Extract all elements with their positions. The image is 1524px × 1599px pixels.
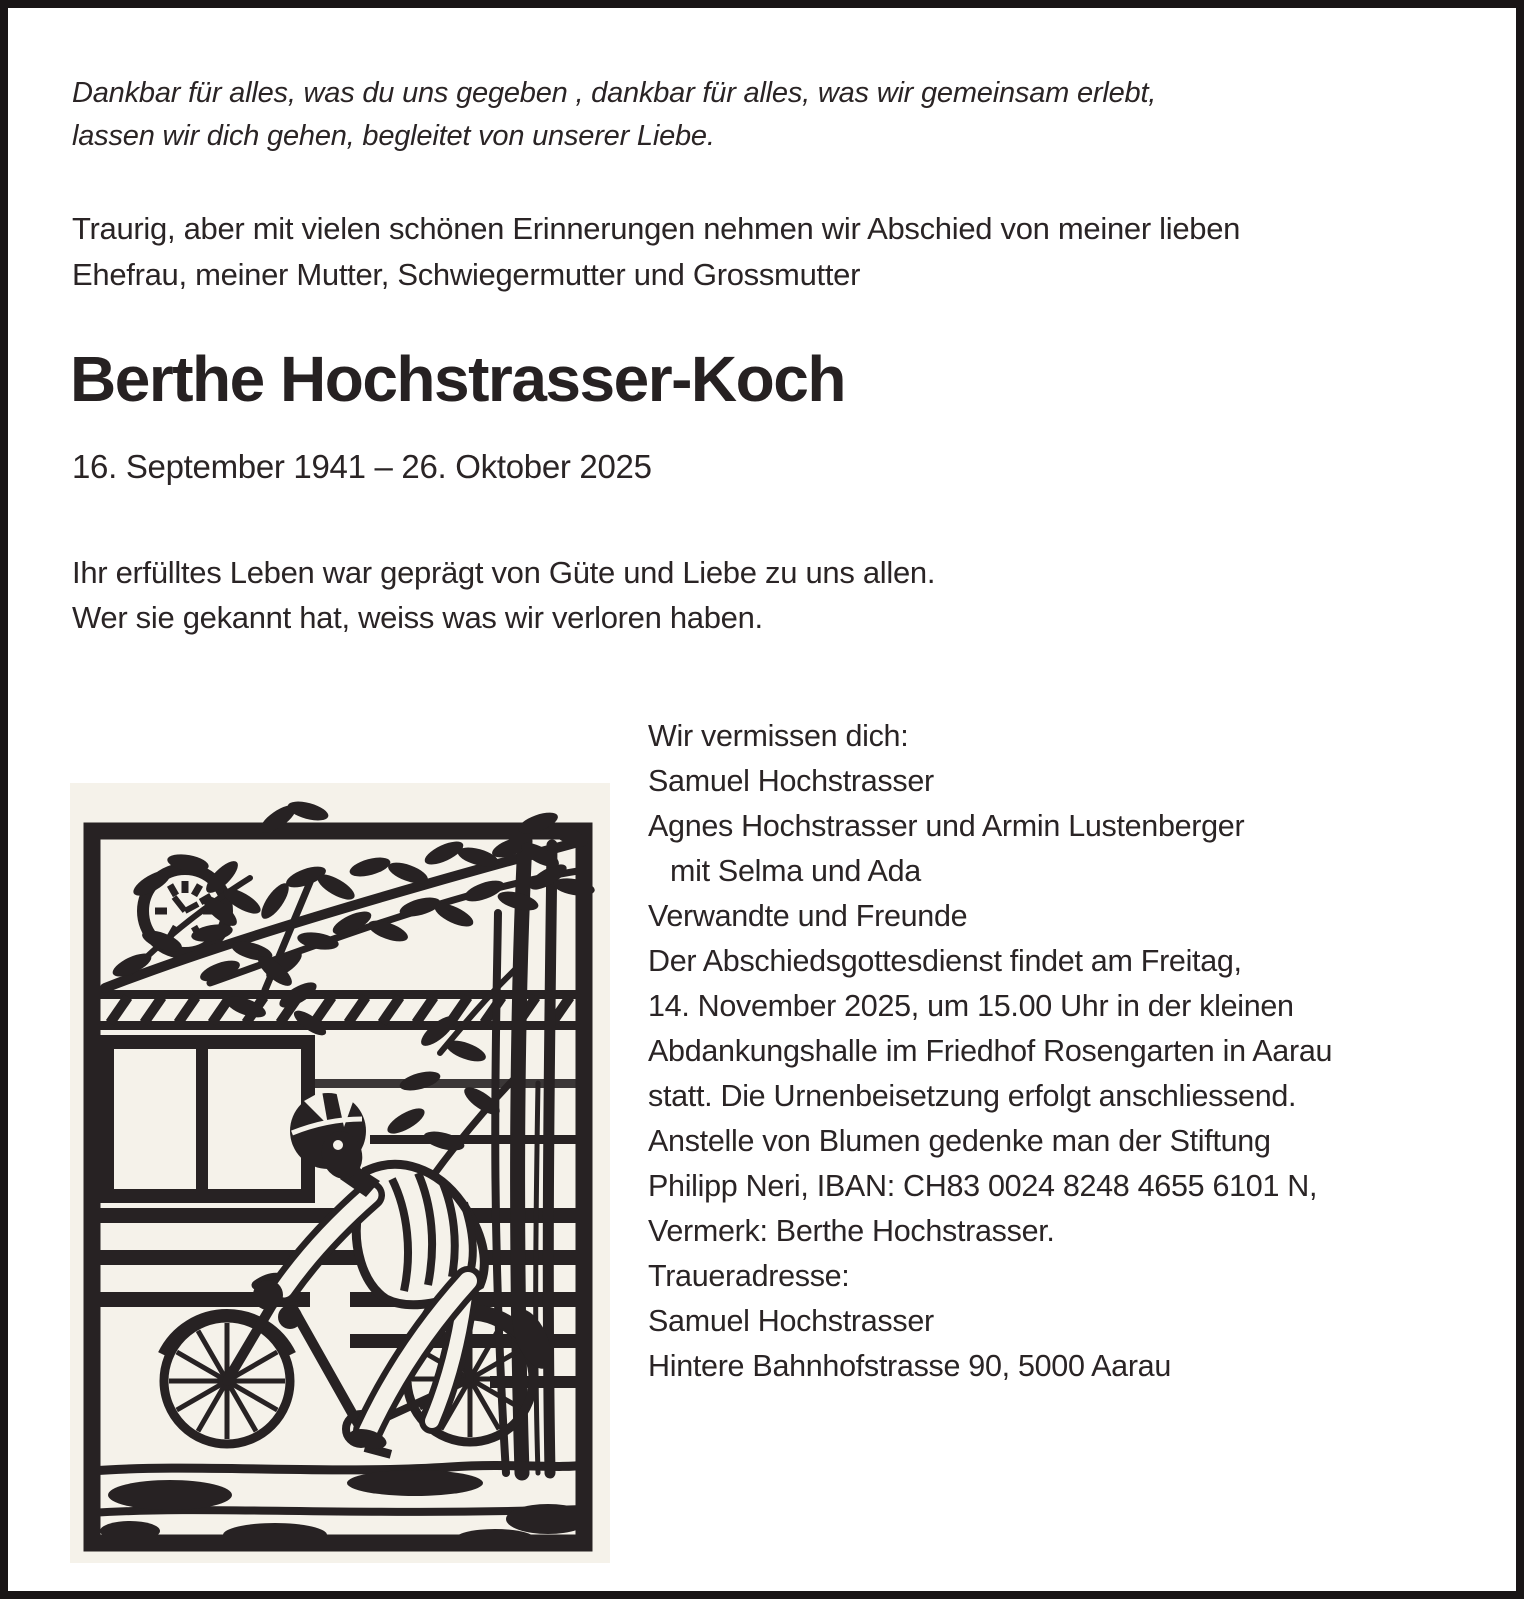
mourners-list [648, 759, 1478, 939]
mourning-address [648, 1254, 1478, 1389]
epigraph-line-2: lassen wir dich gehen, begleitet von unserer Liebe. [72, 120, 715, 152]
address-line-1: Samuel Hochstrasser [648, 1304, 934, 1338]
service-line-3: Abdankungshalle im Friedhof Rosengarten in Aarau [648, 1034, 1333, 1068]
papercut-cyclist-woodcut-svg [70, 783, 610, 1563]
intro-paragraph [72, 206, 1240, 298]
tribute-paragraph [72, 550, 935, 640]
right-column [648, 714, 1478, 1389]
intro-line-2: Ehefrau, meiner Mutter, Schwiegermutter und Grossmutter [72, 257, 861, 292]
mourner-name: Agnes Hochstrasser und Armin Lustenberger [648, 809, 1245, 843]
donation-line-1: Anstelle von Blumen gedenke man der Stiftung [648, 1124, 1271, 1158]
donation-line-2: Philipp Neri, IBAN: CH83 0024 8248 4655 6101 N, [648, 1169, 1318, 1203]
service-paragraph [648, 939, 1478, 1119]
papercut-cyclist-illustration [70, 783, 610, 1563]
tribute-line-1: Ihr erfülltes Leben war geprägt von Güte und Liebe zu uns allen. [72, 555, 936, 590]
life-dates: 16. September 1941 – 26. Oktober 2025 [72, 448, 652, 485]
window-panes [100, 1035, 315, 1203]
epigraph-line-1: Dankbar für alles, was du uns gegeben , dankbar für alles, was wir gemeinsam erlebt, [72, 77, 1157, 109]
address-line-2: Hintere Bahnhofstrasse 90, 5000 Aarau [648, 1349, 1172, 1383]
mourner-name: mit Selma und Ada [670, 854, 921, 888]
mourner-name: Verwandte und Freunde [648, 899, 968, 933]
intro-line-1: Traurig, aber mit vielen schönen Erinnerungen nehmen wir Abschied von meiner lieben [72, 211, 1241, 246]
service-line-4: statt. Die Urnenbeisetzung erfolgt anschliessend. [648, 1079, 1297, 1113]
donation-paragraph [648, 1119, 1478, 1254]
deceased-name: Berthe Hochstrasser-Koch [70, 343, 845, 415]
service-line-1: Der Abschiedsgottesdienst findet am Freitag, [648, 944, 1242, 978]
service-line-2: 14. November 2025, um 15.00 Uhr in der kleinen [648, 989, 1294, 1023]
mourner-name: Samuel Hochstrasser [648, 764, 934, 798]
address-heading: Traueradresse: [648, 1259, 850, 1293]
epigraph [72, 72, 1156, 158]
donation-line-3: Vermerk: Berthe Hochstrasser. [648, 1214, 1055, 1248]
mourners-heading: Wir vermissen dich: [648, 719, 909, 753]
tribute-line-2: Wer sie gekannt hat, weiss was wir verloren haben. [72, 600, 763, 635]
